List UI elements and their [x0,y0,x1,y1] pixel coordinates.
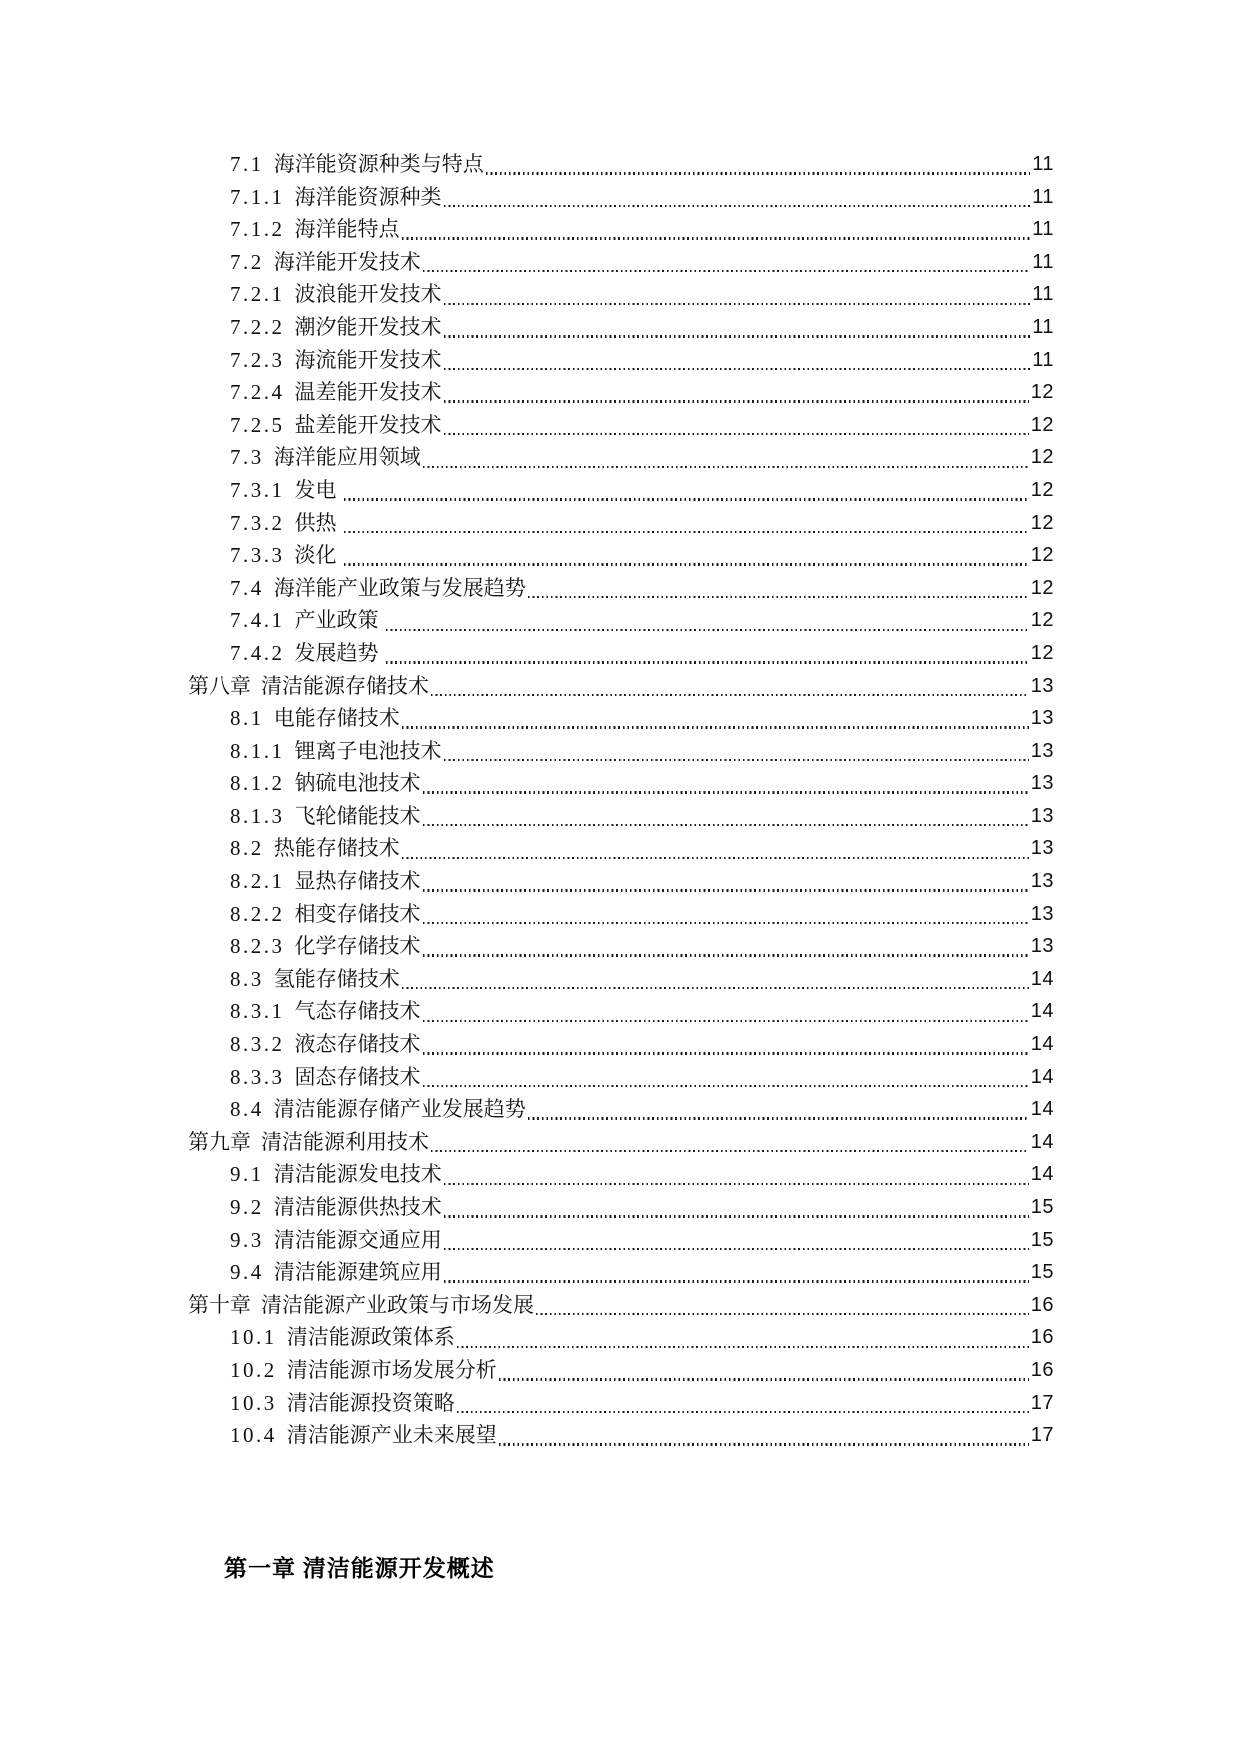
toc-entry-title: 潮汐能开发技术 [294,314,442,339]
toc-entry-title: 海洋能特点 [294,217,400,242]
toc-leader-dots [457,1411,1029,1413]
toc-entry-title: 锂离子电池技术 [294,738,442,763]
toc-entry[interactable] [188,539,1054,572]
toc-page-number: 16 [1030,1358,1054,1381]
toc-entry[interactable] [188,409,1054,442]
toc-leader-dots [423,1020,1029,1022]
toc-entry-number: 10.3 [230,1390,277,1415]
toc-entry-number: 8.4 [230,1097,264,1122]
toc-entry-title: 气态存储技术 [294,999,421,1024]
toc-page-number: 17 [1030,1424,1054,1447]
toc-leader-dots [444,368,1031,370]
toc-page-number: 12 [1030,446,1054,469]
toc-leader-dots [444,433,1029,435]
toc-entry-title: 海洋能开发技术 [273,249,421,274]
toc-leader-dots [402,726,1029,728]
toc-entry-number: 7.3.2 [230,510,285,535]
toc [188,148,1054,1452]
toc-entry-number: 7.3 [230,445,264,470]
toc-entry[interactable] [188,800,1054,833]
toc-entry-title: 清洁能源政策体系 [286,1325,455,1350]
toc-entry-number: 7.2.4 [230,380,285,405]
toc-leader-dots [444,400,1029,402]
toc-page-number: 11 [1032,153,1054,175]
toc-page-number: 11 [1032,315,1054,338]
toc-entry-title: 发电 [294,477,342,502]
toc-entry-number: 10.4 [230,1423,277,1448]
toc-entry-title: 清洁能源产业政策与市场发展 [261,1292,534,1317]
toc-leader-dots [499,1443,1029,1445]
toc-leader-dots [444,1183,1029,1185]
toc-page-number: 13 [1030,674,1054,697]
toc-leader-dots [444,1248,1029,1250]
toc-entry-title: 氢能存储技术 [273,966,400,991]
toc-page-number: 14 [1030,1098,1054,1121]
toc-entry-number: 7.3.1 [230,477,285,502]
toc-entry[interactable] [188,507,1054,540]
toc-page-number: 14 [1030,1163,1054,1186]
toc-entry-number: 8.3 [230,966,264,991]
toc-leader-dots [386,629,1029,631]
toc-entry[interactable] [188,637,1054,670]
toc-leader-dots [344,563,1029,565]
toc-entry-title: 波浪能开发技术 [294,282,442,307]
toc-page-number: 11 [1032,218,1054,241]
toc-entry-title: 固态存储技术 [294,1064,421,1089]
toc-page-number: 12 [1030,413,1054,436]
toc-entry-number: 8.3.1 [230,999,285,1024]
toc-leader-dots [536,1313,1029,1315]
toc-entry[interactable] [188,1289,1054,1322]
toc-page-number: 12 [1030,381,1054,404]
toc-entry-title: 飞轮储能技术 [294,803,421,828]
toc-leader-dots [423,1085,1029,1087]
toc-entry-number: 8.2.2 [230,901,285,926]
toc-entry[interactable] [188,1191,1054,1224]
toc-entry-number: 8.3.2 [230,1032,285,1057]
toc-entry-number: 第九章 [188,1129,251,1154]
toc-entry[interactable] [188,702,1054,735]
toc-page-number: 13 [1030,707,1054,730]
toc-entry-number: 7.1.1 [230,184,285,209]
toc-page-number: 14 [1030,967,1054,990]
toc-entry-title: 热能存储技术 [273,836,400,861]
toc-page-number: 13 [1030,772,1054,795]
toc-page-number: 14 [1030,1000,1054,1023]
toc-entry-title: 发展趋势 [294,640,384,665]
toc-entry[interactable] [188,376,1054,409]
toc-entry-number: 8.1 [230,706,264,731]
toc-entry-number: 7.1.2 [230,217,285,242]
toc-entry-title: 清洁能源投资策略 [286,1390,455,1415]
toc-entry[interactable] [188,474,1054,507]
toc-entry-title: 清洁能源存储产业发展趋势 [273,1097,526,1122]
toc-page-number: 13 [1030,804,1054,827]
toc-entry-number: 7.2 [230,249,264,274]
toc-entry-title: 产业政策 [294,608,384,633]
toc-entry-number: 8.1.3 [230,803,285,828]
toc-entry[interactable] [188,441,1054,474]
toc-entry[interactable] [188,865,1054,898]
toc-entry[interactable] [188,995,1054,1028]
toc-entry[interactable] [188,246,1054,279]
toc-page-number: 13 [1030,739,1054,762]
toc-entry-number: 8.1.1 [230,738,285,763]
toc-entry-title: 清洁能源利用技术 [261,1129,429,1154]
toc-page-number: 11 [1032,185,1054,208]
toc-entry-title: 海洋能产业政策与发展趋势 [273,575,526,600]
toc-entry-title: 清洁能源发电技术 [273,1162,442,1187]
toc-page-number: 11 [1032,348,1054,371]
toc-page-number: 11 [1032,250,1054,273]
toc-page-number: 13 [1030,837,1054,860]
chapter-heading: 第一章 清洁能源开发概述 [224,1556,495,1581]
toc-leader-dots [444,205,1031,207]
toc-entry-number: 9.2 [230,1195,264,1219]
toc-page-number: 14 [1030,1065,1054,1088]
toc-page-number: 14 [1030,1033,1054,1056]
toc-page-number: 13 [1030,870,1054,893]
toc-entry[interactable] [188,1158,1054,1191]
toc-entry-title: 清洁能源产业未来展望 [286,1423,497,1448]
toc-entry-number: 8.2 [230,836,264,861]
toc-page-number: 11 [1032,283,1054,306]
toc-entry[interactable] [188,735,1054,768]
toc-entry[interactable] [188,181,1054,214]
toc-leader-dots [444,1215,1029,1217]
toc-entry-title: 温差能开发技术 [294,380,442,405]
toc-leader-dots [423,889,1029,891]
toc-entry[interactable] [188,963,1054,996]
toc-page-number: 15 [1030,1228,1054,1251]
toc-entry-number: 10.2 [230,1357,277,1382]
toc-entry[interactable] [188,832,1054,865]
toc-entry-title: 盐差能开发技术 [294,412,442,437]
toc-entry[interactable] [188,1126,1054,1159]
toc-entry[interactable] [188,1321,1054,1354]
toc-entry-title: 淡化 [294,543,342,568]
toc-entry[interactable] [188,1419,1054,1452]
toc-entry-number: 7.2.5 [230,412,285,437]
toc-entry-title: 海洋能应用领域 [273,445,421,470]
toc-entry[interactable] [188,930,1054,963]
toc-entry-title: 清洁能源交通应用 [273,1227,442,1252]
toc-page-number: 13 [1030,935,1054,958]
toc-leader-dots [444,759,1029,761]
toc-entry-title: 电能存储技术 [273,706,400,731]
toc-entry-title: 清洁能源存储技术 [261,673,429,698]
toc-page-number: 12 [1030,576,1054,599]
toc-entry-title: 供热 [294,510,342,535]
toc-leader-dots [499,1378,1029,1380]
toc-page-number: 16 [1030,1326,1054,1349]
toc-page-number: 12 [1030,544,1054,567]
toc-page-number: 15 [1030,1196,1054,1218]
toc-entry[interactable] [188,1256,1054,1289]
toc-page-number: 16 [1030,1293,1054,1316]
toc-entry[interactable] [188,1224,1054,1257]
toc-leader-dots [402,987,1029,989]
toc-leader-dots [402,857,1029,859]
toc-entry[interactable] [188,1354,1054,1387]
toc-entry[interactable] [188,767,1054,800]
toc-entry-title: 化学存储技术 [294,934,421,959]
toc-leader-dots [344,498,1029,500]
toc-entry-title: 清洁能源市场发展分析 [286,1357,497,1382]
toc-entry-title: 清洁能源供热技术 [273,1195,442,1219]
toc-entry[interactable] [188,572,1054,605]
toc-page-number: 14 [1030,1130,1054,1153]
toc-entry-title: 相变存储技术 [294,901,421,926]
toc-entry-title: 清洁能源建筑应用 [273,1260,442,1285]
toc-leader-dots [423,824,1029,826]
toc-entry-number: 9.3 [230,1227,264,1252]
toc-entry[interactable] [188,670,1054,703]
toc-entry-number: 8.3.3 [230,1064,285,1089]
toc-page-number: 12 [1030,511,1054,534]
toc-entry-number: 9.1 [230,1162,264,1187]
toc-entry[interactable] [188,1028,1054,1061]
toc-entry[interactable] [188,278,1054,311]
toc-entry-number: 7.4.2 [230,640,285,665]
toc-entry-number: 7.1 [230,152,264,176]
toc-entry-number: 第八章 [188,673,251,698]
toc-entry-title: 海洋能资源种类与特点 [273,152,484,176]
toc-leader-dots [423,466,1029,468]
toc-page-number: 12 [1030,609,1054,632]
toc-leader-dots [423,1052,1029,1054]
toc-entry[interactable] [188,213,1054,246]
toc-entry-number: 9.4 [230,1260,264,1285]
toc-leader-dots [423,791,1029,793]
toc-entry[interactable] [188,148,1054,181]
toc-entry-number: 10.1 [230,1325,277,1350]
toc-leader-dots [423,922,1029,924]
toc-leader-dots [486,172,1030,174]
toc-entry[interactable] [188,898,1054,931]
toc-page-number: 13 [1030,902,1054,925]
toc-page-number: 17 [1030,1391,1054,1414]
toc-entry-number: 8.1.2 [230,771,285,796]
toc-leader-dots [457,1346,1029,1348]
toc-entry-number: 7.2.3 [230,347,285,372]
toc-page-number: 15 [1030,1261,1054,1284]
toc-entry-title: 液态存储技术 [294,1032,421,1057]
toc-leader-dots [431,1150,1029,1152]
toc-leader-dots [423,954,1029,956]
toc-entry-number: 7.4 [230,575,264,600]
toc-leader-dots [528,596,1029,598]
toc-entry[interactable] [188,1093,1054,1126]
toc-leader-dots [444,335,1031,337]
toc-entry-title: 海洋能资源种类 [294,184,442,209]
toc-entry-number: 8.2.1 [230,869,285,894]
toc-leader-dots [444,1280,1029,1282]
toc-entry[interactable] [188,1387,1054,1420]
toc-entry[interactable] [188,604,1054,637]
toc-entry[interactable] [188,1061,1054,1094]
toc-entry-number: 7.4.1 [230,608,285,633]
toc-entry-number: 第十章 [188,1292,251,1317]
toc-entry[interactable] [188,344,1054,377]
toc-leader-dots [528,1117,1029,1119]
toc-entry-number: 8.2.3 [230,934,285,959]
toc-entry-number: 7.3.3 [230,543,285,568]
toc-leader-dots [431,694,1029,696]
toc-page-number: 12 [1030,641,1054,664]
toc-entry-number: 7.2.1 [230,282,285,307]
toc-entry-title: 海流能开发技术 [294,347,442,372]
toc-page-number: 12 [1030,478,1054,501]
toc-entry-title: 钠硫电池技术 [294,771,421,796]
toc-leader-dots [402,237,1031,239]
toc-entry[interactable] [188,311,1054,344]
toc-leader-dots [444,303,1031,305]
toc-entry-number: 7.2.2 [230,314,285,339]
toc-leader-dots [386,661,1029,663]
toc-leader-dots [423,270,1030,272]
toc-entry-title: 显热存储技术 [294,869,421,894]
toc-leader-dots [344,531,1029,533]
